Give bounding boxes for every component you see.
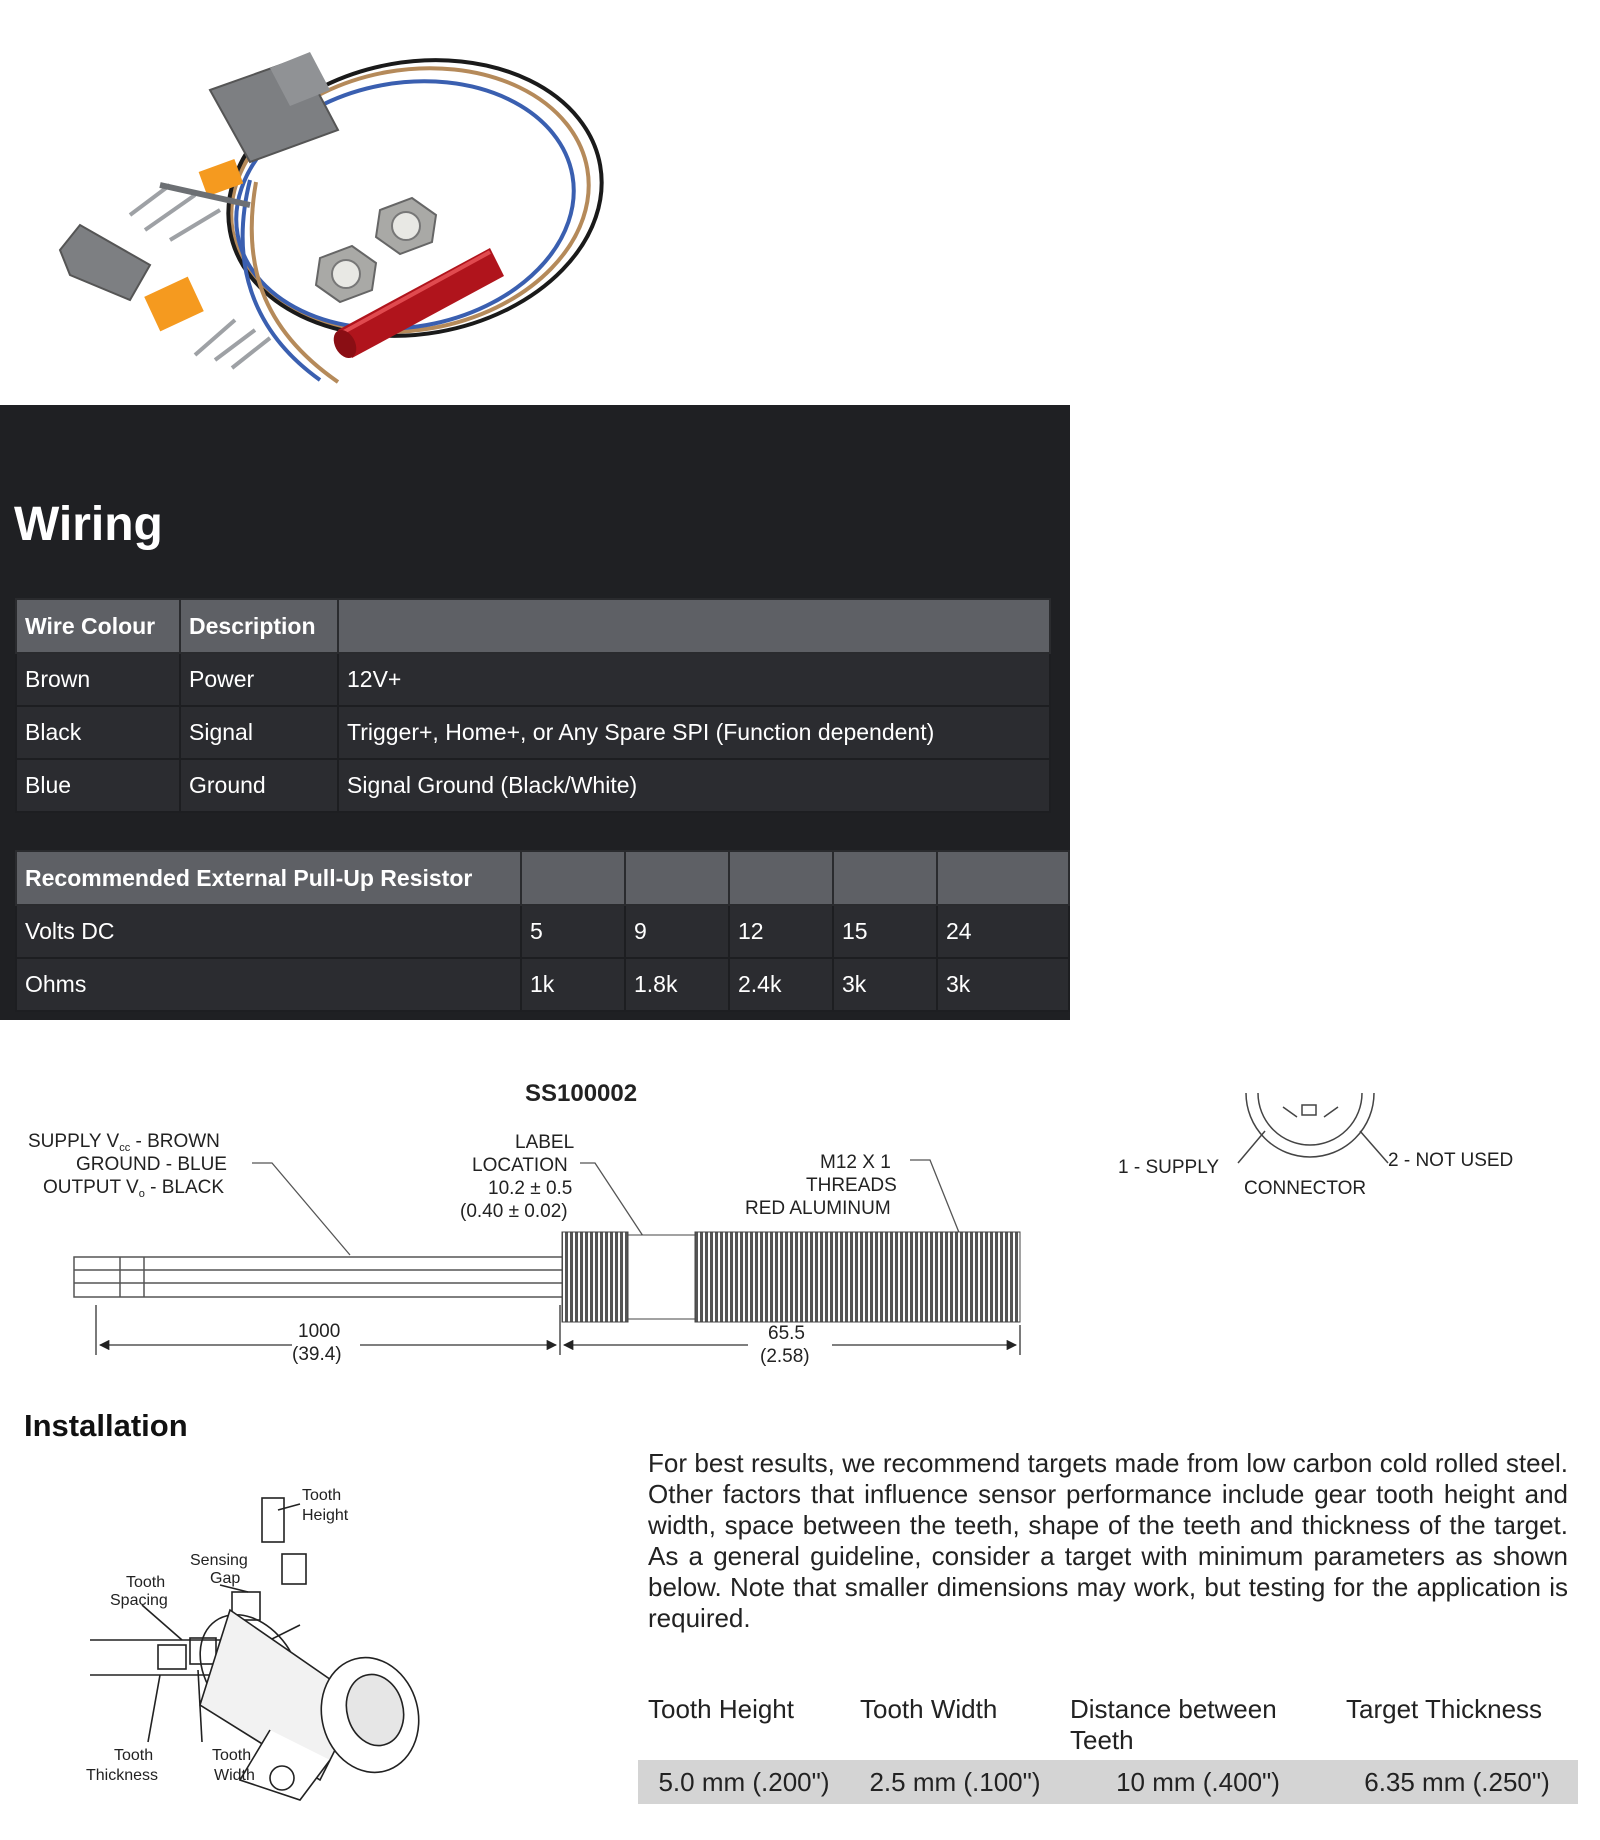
label-location-line1: LABEL [515,1132,575,1153]
label-location-line4: (0.40 ± 0.02) [460,1201,568,1222]
table-row [16,905,1069,958]
wire-description-cell: Signal [180,706,338,759]
cable-length-inches: (39.4) [292,1344,342,1365]
ohms-cell: 3k [937,958,1069,1011]
table-row [16,706,1050,759]
body-length-inches: (2.58) [760,1346,810,1367]
volts-cell: 12 [729,905,833,958]
target-installation-diagram [70,1480,520,1810]
wire-detail-cell: 12V+ [338,653,1050,706]
threads-leader-line [910,1160,960,1235]
connector-bottom-icon [60,225,204,331]
column-header: Recommended External Pull-Up Resistor [16,851,521,905]
table-header-row [638,1690,1578,1760]
tooth-icon [282,1554,306,1584]
volts-cell: 5 [521,905,625,958]
wire-leader-line [252,1163,350,1255]
hex-nut-icon [316,198,436,302]
wire-description-cell: Ground [180,759,338,812]
supply-wire-label: SUPPLY $V_{cc}$ - BROWN [28,1131,220,1154]
column-header [937,851,1069,905]
sensing-gap-label-2: Gap [210,1570,241,1587]
connector-pinout-icon [1238,1093,1388,1163]
label-location-line2: LOCATION [472,1155,568,1176]
sensor-dimension-drawing [20,1080,1580,1385]
pin-2-label: 2 - NOT USED [1388,1150,1514,1171]
threads-line2: THREADS [806,1175,897,1196]
row-label-cell: Ohms [16,958,521,1011]
column-header: Wire Colour [16,599,180,653]
table-row [16,958,1069,1011]
installation-title: Installation [24,1408,188,1443]
wiring-title: Wiring [14,498,163,551]
table-header-row [16,599,1050,653]
column-header [521,851,625,905]
threads-line3: RED ALUMINUM [745,1198,891,1219]
body-length-dimension: 65.5 [768,1323,805,1344]
product-photo [20,30,600,390]
column-header: Distance between Teeth [1070,1694,1277,1755]
label-leader-line [580,1163,645,1239]
target-parameters-table [638,1690,1578,1804]
tooth-height-label-2: Height [302,1507,349,1524]
volts-cell: 9 [625,905,729,958]
ground-wire-label: GROUND - BLUE [76,1154,227,1175]
table-row [638,1760,1578,1804]
wire-colour-cell: Black [16,706,180,759]
threads-line1: M12 X 1 [820,1152,891,1173]
connector-top-icon [199,52,338,196]
row-label-cell: Volts DC [16,905,521,958]
table-row [16,653,1050,706]
column-header: Tooth Width [860,1694,998,1724]
wire-colour-table [15,598,1051,813]
volts-cell: 15 [833,905,937,958]
ohms-cell: 3k [833,958,937,1011]
tooth-height-label-1: Tooth [302,1487,342,1504]
wire-description-cell: Power [180,653,338,706]
tooth-spacing-label-1: Tooth [126,1574,166,1591]
wiring-panel [0,405,1070,1020]
ohms-cell: 2.4k [729,958,833,1011]
sensor-cable [74,1257,584,1297]
table-row [16,759,1050,812]
cable-length-dimension: 1000 [298,1321,341,1342]
tooth-width-label-2: Width [214,1767,255,1784]
sensor-body [562,1232,1020,1322]
tooth-spacing-label-2: Spacing [110,1592,168,1609]
label-location-line3: 10.2 ± 0.5 [488,1178,573,1199]
tooth-icon [158,1645,186,1669]
pull-up-resistor-table [15,850,1070,1012]
tooth-height-value: 5.0 mm (.200") [638,1760,850,1804]
tooth-width-label-1: Tooth [212,1747,252,1764]
tooth-width-value: 2.5 mm (.100") [850,1760,1060,1804]
column-header [729,851,833,905]
wire-detail-cell: Trigger+, Home+, or Any Spare SPI (Function dependent) [338,706,1050,759]
tooth-thickness-label-1: Tooth [114,1747,154,1764]
ohms-cell: 1.8k [625,958,729,1011]
sensing-gap-label-1: Sensing [190,1552,248,1569]
output-wire-label: OUTPUT $V_o$ - BLACK [43,1177,225,1200]
table-header-row [16,851,1069,905]
column-header: Tooth Height [648,1694,794,1724]
wire-detail-cell: Signal Ground (Black/White) [338,759,1050,812]
column-header: Description [180,599,338,653]
tooth-thickness-label-2: Thickness [86,1767,159,1784]
column-header [625,851,729,905]
part-number: SS100002 [525,1080,638,1107]
pin-1-label: 1 - SUPPLY [1118,1157,1220,1178]
tooth-icon [190,1638,216,1664]
column-header [833,851,937,905]
connector-label: CONNECTOR [1244,1178,1367,1199]
column-header [338,599,1050,653]
tooth-distance-value: 10 mm (.400") [1060,1760,1336,1804]
target-thickness-value: 6.35 mm (.250") [1336,1760,1578,1804]
volts-cell: 24 [937,905,1069,958]
column-header: Target Thickness [1346,1694,1543,1724]
ohms-cell: 1k [521,958,625,1011]
wire-colour-cell: Brown [16,653,180,706]
tooth-icon [262,1498,284,1542]
wire-colour-cell: Blue [16,759,180,812]
installation-paragraph: For best results, we recommend targets made from low carbon cold rolled steel. Other factors that influence sensor performance include gear tooth height and width, space between the teeth, shape of the teeth and thickness of the target. As a general guideline, consider a target with minimum parameters as shown below. Note that smaller dimensions may work, but testing for the application is required. [648,1448,1568,1633]
